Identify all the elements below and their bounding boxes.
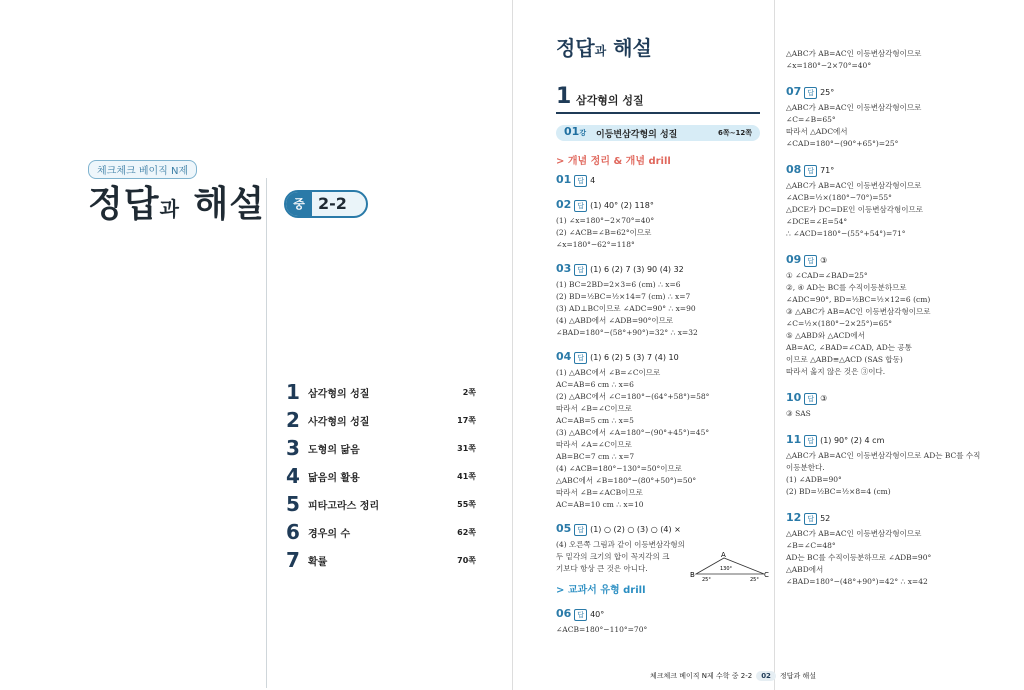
answer-value: (1) 40° (2) 118° xyxy=(590,201,654,210)
solution-line: △ABD에서 xyxy=(786,565,824,574)
grade-number: 2-2 xyxy=(318,194,347,213)
answer-head xyxy=(556,345,768,364)
solution-line: 기보다 항상 큰 것은 아니다. xyxy=(556,564,648,573)
answer-block xyxy=(786,386,1006,420)
toc-item[interactable] xyxy=(286,462,476,490)
solution-line: ∠CAD=180°−(90°+65°)=25° xyxy=(786,139,899,148)
toc-number: 6 xyxy=(286,520,300,544)
answer-value: (1) 6 (2) 7 (3) 90 (4) 32 xyxy=(590,265,684,274)
answer-head xyxy=(786,248,1006,267)
answer-head xyxy=(556,602,768,621)
toc-number: 1 xyxy=(286,380,300,404)
solution-line: ∠BAD=180°−(48°+90°)=42° ∴ x=42 xyxy=(786,577,928,586)
solution-line: △ABC가 AB=AC인 이등변삼각형이므로 xyxy=(786,529,922,538)
table-of-contents xyxy=(286,378,476,574)
solution-line: (1) ∠x=180°−2×70°=40° xyxy=(556,216,655,225)
answer-value: ③ xyxy=(820,394,828,403)
chapter-number: 1 xyxy=(556,84,572,109)
toc-item[interactable] xyxy=(286,378,476,406)
answer-mark-icon: 답 xyxy=(574,200,587,212)
solution-line: ③ △ABC가 AB=AC인 이등변삼각형이므로 xyxy=(786,307,931,316)
solution-line: (3) AD⊥BC이므로 ∠ADC=90° ∴ x=90 xyxy=(556,304,696,313)
solution-line: 두 밑각의 크기의 합이 꼭지각의 크 xyxy=(556,552,670,561)
answer-head xyxy=(556,193,768,212)
answer-mark-icon: 답 xyxy=(574,175,587,187)
solution-line: AB=AC, ∠BAD=∠CAD, AD는 공통 xyxy=(786,343,912,352)
solution-line: ∠C=½×(180°−2×25°)=65° xyxy=(786,319,892,328)
toc-title: 피타고라스 정리 xyxy=(308,500,380,512)
toc-title: 삼각형의 성질 xyxy=(308,388,370,400)
solution-line: ∠x=180°−62°=118° xyxy=(556,240,635,249)
solution-line: ∠DCE=∠E=54° xyxy=(786,217,848,226)
section-pages: 6쪽~12쪽 xyxy=(717,129,752,137)
toc-item[interactable] xyxy=(286,406,476,434)
toc-page: 62쪽 xyxy=(457,527,476,537)
solution-line: ③ SAS xyxy=(786,409,811,418)
solution-line: ∠x=180°−2×70°=40° xyxy=(786,61,872,70)
solution-line: AC=AB=5 cm ∴ x=5 xyxy=(556,416,634,425)
solution-line: (2) BD=½BC=½×8=4 (cm) xyxy=(786,487,891,496)
answer-mark-icon: 답 xyxy=(574,264,587,276)
solution-line: (3) △ABC에서 ∠A=180°−(90°+45°)=45° xyxy=(556,428,710,437)
drill2-heading: > 교과서 유형 drill xyxy=(556,585,646,596)
answer-block xyxy=(786,506,1006,588)
solution-line: ∠B=∠C=48° xyxy=(786,541,836,550)
toc-title: 경우의 수 xyxy=(308,528,351,540)
grade-badge xyxy=(284,190,368,218)
question-number: 12 xyxy=(786,511,802,524)
question-number: 01 xyxy=(556,173,572,186)
cover-title-c: 해설 xyxy=(193,184,265,225)
toc-number: 3 xyxy=(286,436,300,460)
answer-block xyxy=(556,168,768,187)
solution-line: (2) △ABC에서 ∠C=180°−(64°+58°)=58° xyxy=(556,392,710,401)
question-number: 02 xyxy=(556,198,572,211)
series-tag: 체크체크 베이직 N제 xyxy=(88,160,197,179)
solution-line: ②, ④ AD는 BC를 수직이등분하므로 xyxy=(786,283,907,292)
answer-value: 4 xyxy=(590,176,596,185)
chapter-title: 삼각형의 성질 xyxy=(576,94,644,107)
answer-mark-icon: 답 xyxy=(574,609,587,621)
answer-head xyxy=(786,158,1006,177)
answer-mark-icon: 답 xyxy=(804,255,817,267)
footer-section: 정답과 해설 xyxy=(779,672,816,680)
answer-mark-icon: 답 xyxy=(574,352,587,364)
toc-page: 17쪽 xyxy=(457,415,476,425)
solution-line: 따라서 △ADC에서 xyxy=(786,127,848,136)
solution-line: (2) BD=½BC=½×14=7 (cm) ∴ x=7 xyxy=(556,292,691,301)
solution-line: ① ∠CAD=∠BAD=25° xyxy=(786,271,868,280)
section-suffix: 강 xyxy=(579,129,587,137)
toc-page: 55쪽 xyxy=(457,499,476,509)
solution-line: ∴ ∠ACD=180°−(55°+54°)=71° xyxy=(786,229,906,238)
answer-block xyxy=(786,428,1006,498)
solution-line: (2) ∠ACB=∠B=62°이므로 xyxy=(556,228,652,237)
toc-page: 70쪽 xyxy=(457,555,476,565)
solution-line: (1) BC=2BD=2×3=6 (cm) ∴ x=6 xyxy=(556,280,681,289)
cover-title xyxy=(88,176,265,227)
solution-line: ∠ACB=½×(180°−70°)=55° xyxy=(786,193,892,202)
answer-mark-icon: 답 xyxy=(804,87,817,99)
solution-line: △ABC가 AB=AC인 이등변삼각형이므로 AD는 BC를 수직 xyxy=(786,451,981,460)
answer-value: ③ xyxy=(820,256,828,265)
answer-block xyxy=(786,248,1006,378)
cover-title-a: 정답 xyxy=(88,184,160,225)
answers-title-a: 정답 xyxy=(556,36,595,60)
footer-book: 체크체크 베이직 N제 수학 중 2-2 xyxy=(650,672,753,680)
answer-block xyxy=(786,48,1006,72)
section-header xyxy=(556,125,760,141)
page-footer xyxy=(650,671,816,681)
answer-head xyxy=(556,257,768,276)
cover-title-b: 과 xyxy=(159,197,180,221)
answer-value: 71° xyxy=(820,166,835,175)
solution-line: ∠BAD=180°−(58°+90°)=32° ∴ x=32 xyxy=(556,328,698,337)
footer-page-number: 02 xyxy=(756,671,776,681)
chapter-header xyxy=(556,84,760,114)
solution-line: AB=BC=7 cm ∴ x=7 xyxy=(556,452,635,461)
answer-head xyxy=(556,517,768,536)
answer-column-2 xyxy=(786,48,1006,596)
left-angle-label: 25° xyxy=(702,577,711,582)
section-title: 이등변삼각형의 성질 xyxy=(596,130,678,140)
toc-title: 확률 xyxy=(308,556,328,568)
section-number xyxy=(564,125,586,138)
answer-mark-icon: 답 xyxy=(574,524,587,536)
solution-line: △ABC가 AB=AC인 이등변삼각형이므로 xyxy=(786,49,922,58)
solution-line: ∠C=∠B=65° xyxy=(786,115,836,124)
toc-number: 4 xyxy=(286,464,300,488)
answer-mark-icon: 답 xyxy=(804,513,817,525)
answers-title-c: 해설 xyxy=(613,36,652,60)
page-gutter xyxy=(512,0,513,690)
answer-value: 25° xyxy=(820,88,835,97)
solution-line: (4) ∠ACB=180°−130°=50°이므로 xyxy=(556,464,682,473)
drill-heading: > 개념 정리 & 개념 drill xyxy=(556,156,671,167)
question-number: 08 xyxy=(786,163,802,176)
answer-value: (1) 6 (2) 5 (3) 7 (4) 10 xyxy=(590,353,679,362)
answer-mark-icon: 답 xyxy=(804,393,817,405)
toc-number: 5 xyxy=(286,492,300,516)
toc-item[interactable] xyxy=(286,546,476,574)
answer-block xyxy=(556,193,768,251)
answers-title xyxy=(556,32,652,61)
answer-head xyxy=(786,80,1006,99)
solution-line: 이므로 △ABD≡△ACD (SAS 합동) xyxy=(786,355,903,364)
question-number: 11 xyxy=(786,433,802,446)
toc-page: 2쪽 xyxy=(462,387,476,397)
solution-line: △DCE가 DC=DE인 이등변삼각형이므로 xyxy=(786,205,923,214)
toc-title: 사각형의 성질 xyxy=(308,416,370,428)
solution-line: AC=AB=6 cm ∴ x=6 xyxy=(556,380,634,389)
isosceles-triangle-figure xyxy=(690,552,770,582)
question-number: 06 xyxy=(556,607,572,620)
solution-line: AC=AB=10 cm ∴ x=10 xyxy=(556,500,644,509)
solution-line: 따라서 ∠B=∠C이므로 xyxy=(556,404,632,413)
answer-block xyxy=(556,345,768,511)
grade-level: 중 xyxy=(286,192,312,216)
toc-page: 31쪽 xyxy=(457,443,476,453)
solution-line: 따라서 ∠B=∠ACB이므로 xyxy=(556,488,643,497)
toc-number: 7 xyxy=(286,548,300,572)
answer-head xyxy=(786,386,1006,405)
section-number-value: 01 xyxy=(564,125,580,138)
question-number: 04 xyxy=(556,350,572,363)
question-number: 10 xyxy=(786,391,802,404)
answer-value: (1) 90° (2) 4 cm xyxy=(820,436,885,445)
vertex-c-label: C xyxy=(764,571,769,579)
answers-title-b: 과 xyxy=(594,44,607,58)
answer-head xyxy=(556,168,768,187)
solution-line: △ABC가 AB=AC인 이등변삼각형이므로 xyxy=(786,181,922,190)
answer-head xyxy=(786,506,1006,525)
question-number: 09 xyxy=(786,253,802,266)
answer-value: 40° xyxy=(590,610,605,619)
column-rule xyxy=(774,0,775,690)
question-number: 05 xyxy=(556,522,572,535)
toc-item[interactable] xyxy=(286,434,476,462)
cover-divider xyxy=(266,178,267,688)
vertex-a-label: A xyxy=(721,552,726,559)
solution-line: AD는 BC를 수직이등분하므로 ∠ADB=90° xyxy=(786,553,932,562)
answer-block xyxy=(786,80,1006,150)
answer-value: (1) ○ (2) ○ (3) ○ (4) × xyxy=(590,525,681,534)
toc-item[interactable] xyxy=(286,518,476,546)
solution-line: △ABC가 AB=AC인 이등변삼각형이므로 xyxy=(786,103,922,112)
answer-block xyxy=(556,257,768,339)
solution-line: ∠ADC=90°, BD=½BC=½×12=6 (cm) xyxy=(786,295,931,304)
answer-mark-icon: 답 xyxy=(804,165,817,177)
toc-number: 2 xyxy=(286,408,300,432)
solution-line: (4) 오른쪽 그림과 같이 이등변삼각형의 xyxy=(556,540,685,549)
toc-page: 41쪽 xyxy=(457,471,476,481)
solution-line: (4) △ABD에서 ∠ADB=90°이므로 xyxy=(556,316,674,325)
answer-value: 52 xyxy=(820,514,831,523)
solution-line: △ABC에서 ∠B=180°−(80°+50°)=50° xyxy=(556,476,697,485)
solution-line: ⑤ △ABD와 △ACD에서 xyxy=(786,331,865,340)
solution-line: (1) △ABC에서 ∠B=∠C이므로 xyxy=(556,368,661,377)
vertex-b-label: B xyxy=(690,571,695,579)
answer-block xyxy=(556,602,768,636)
answer-head xyxy=(786,428,1006,447)
solution-line: (1) ∠ADB=90° xyxy=(786,475,842,484)
solution-line: ∠ACB=180°−110°=70° xyxy=(556,625,648,634)
apex-angle-label: 130° xyxy=(720,566,733,572)
toc-item[interactable] xyxy=(286,490,476,518)
question-number: 03 xyxy=(556,262,572,275)
answer-mark-icon: 답 xyxy=(804,435,817,447)
right-angle-label: 25° xyxy=(750,577,759,582)
question-number: 07 xyxy=(786,85,802,98)
toc-title: 닮음의 활용 xyxy=(308,472,360,484)
answer-block xyxy=(786,158,1006,240)
toc-title: 도형의 닮음 xyxy=(308,444,360,456)
solution-line: 따라서 옳지 않은 것은 ③이다. xyxy=(786,367,886,376)
solution-line: 따라서 ∠A=∠C이므로 xyxy=(556,440,632,449)
solution-line: 이등분한다. xyxy=(786,463,825,472)
